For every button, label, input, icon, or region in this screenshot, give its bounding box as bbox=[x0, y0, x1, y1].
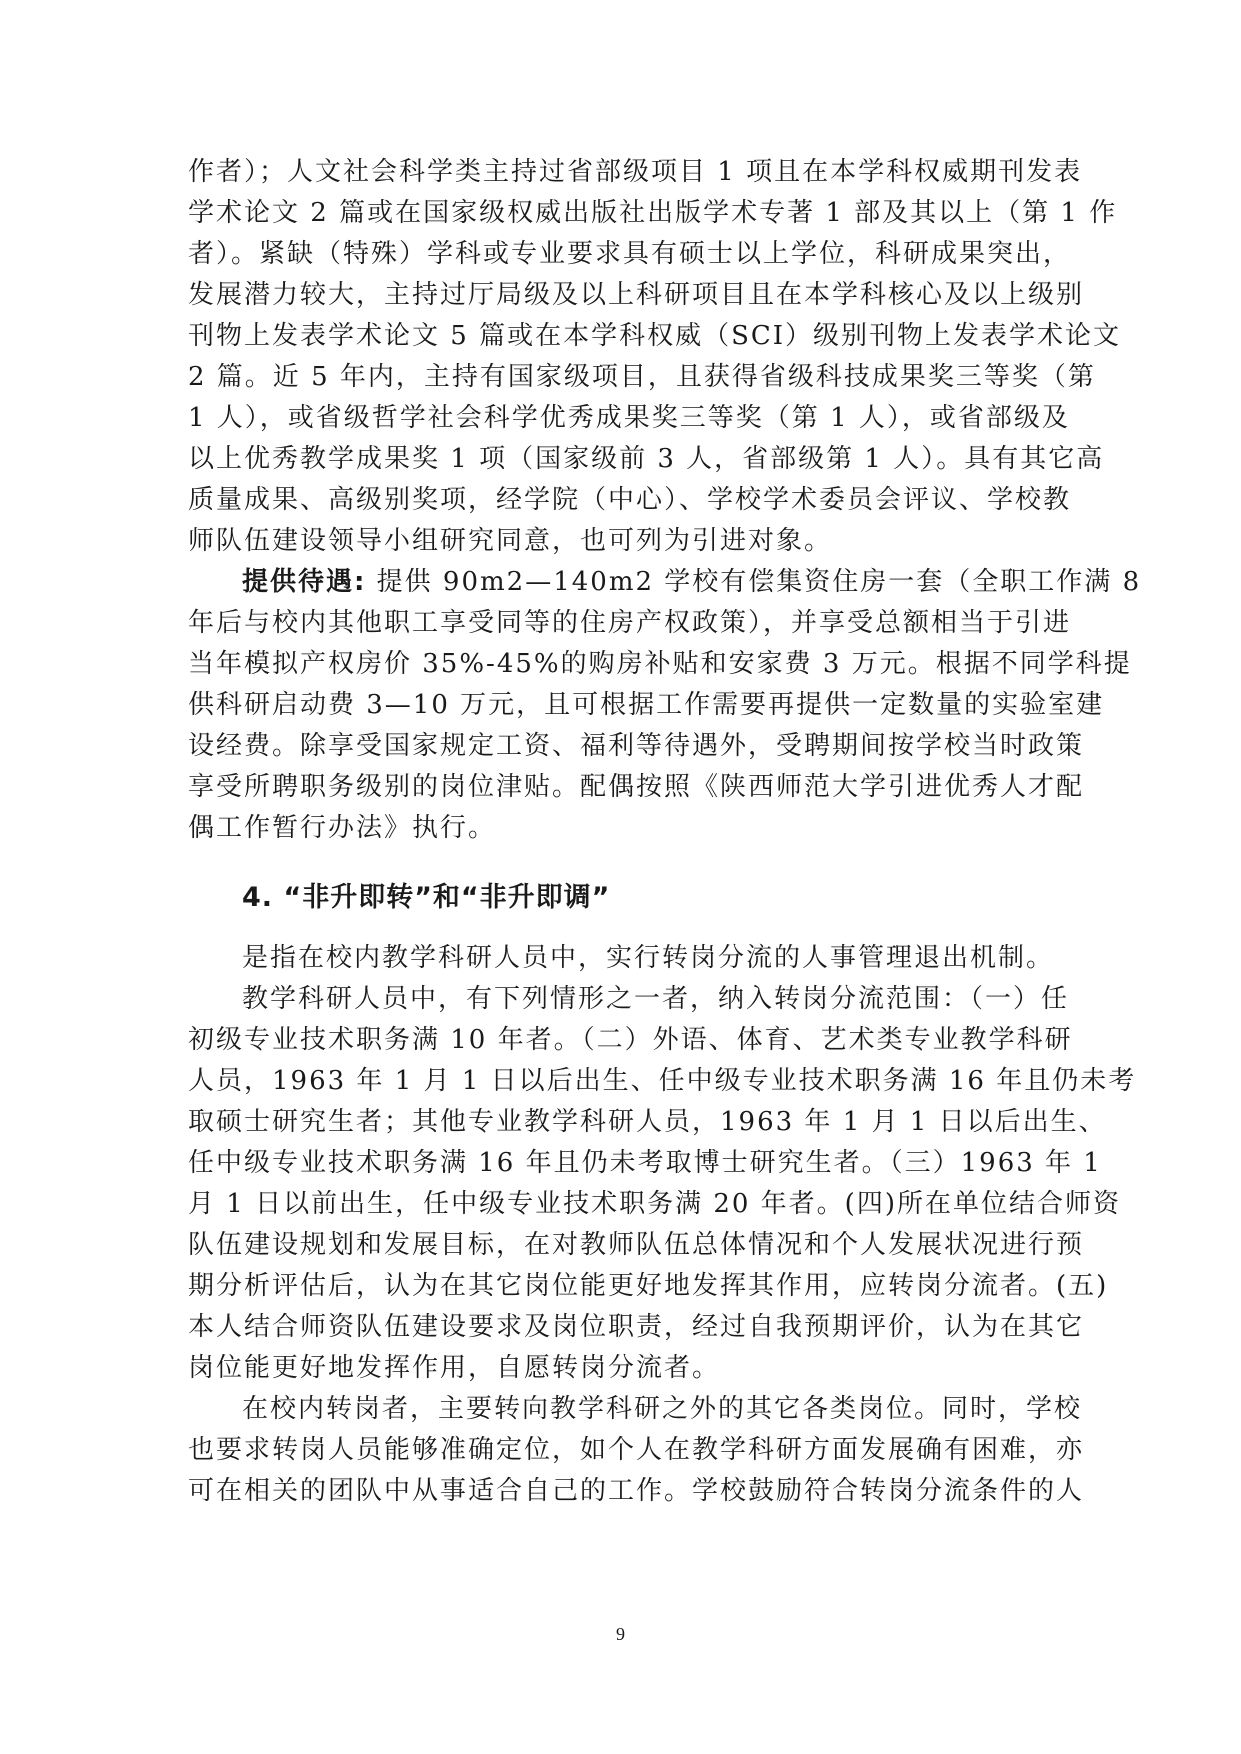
text-line: 者）。紧缺（特殊）学科或专业要求具有硕士以上学位，科研成果突出， bbox=[188, 239, 1072, 269]
text-line: 队伍建设规划和发展目标，在对教师队伍总体情况和个人发展状况进行预 bbox=[188, 1230, 1085, 1260]
paragraph-definition bbox=[188, 938, 1054, 979]
text-line: 质量成果、高级别奖项，经学院（中心）、学校学术委员会评议、学校教 bbox=[188, 485, 1072, 515]
text-line: 师队伍建设领导小组研究同意，也可列为引进对象。 bbox=[188, 526, 833, 556]
text-line: 刊物上发表学术论文 5 篇或在本学科权威（SCI）级别刊物上发表学术论文 bbox=[188, 321, 1122, 351]
text-line: 期分析评估后，认为在其它岗位能更好地发挥其作用，应转岗分流者。(五) bbox=[188, 1271, 1109, 1301]
text-line: 作者）；人文社会科学类主持过省部级项目 1 项且在本学科权威期刊发表 bbox=[188, 157, 1083, 187]
text-line: 是指在校内教学科研人员中，实行转岗分流的人事管理退出机制。 bbox=[242, 943, 1055, 973]
text-line bbox=[188, 562, 1142, 603]
text-line: 设经费。除享受国家规定工资、福利等待遇外，受聘期间按学校当时政策 bbox=[188, 731, 1085, 761]
text-line: 人员，1963 年 1 月 1 日以后出生、任中级专业技术职务满 16 年且仍未考 bbox=[188, 1066, 1137, 1096]
text-line: 可在相关的团队中从事适合自己的工作。学校鼓励符合转岗分流条件的人 bbox=[188, 1476, 1085, 1506]
benefits-label: 提供待遇: bbox=[242, 567, 367, 597]
paragraph-transfer bbox=[188, 1389, 1085, 1512]
text-line: 以上优秀教学成果奖 1 项（国家级前 3 人，省部级第 1 人）。具有其它高 bbox=[188, 444, 1105, 474]
benefits-first-line: 提供 90m2—140m2 学校有偿集资住房一套（全职工作满 8 bbox=[366, 567, 1142, 597]
text-line: 也要求转岗人员能够准确定位，如个人在教学科研方面发展确有困难，亦 bbox=[188, 1435, 1085, 1465]
text-line: 教学科研人员中，有下列情形之一者，纳入转岗分流范围：（一）任 bbox=[242, 984, 1070, 1014]
text-line: 2 篇。近 5 年内，主持有国家级项目，且获得省级科技成果奖三等奖（第 bbox=[188, 362, 1096, 392]
text-line: 在校内转岗者，主要转向教学科研之外的其它各类岗位。同时，学校 bbox=[242, 1394, 1083, 1424]
text-line: 偶工作暂行办法》执行。 bbox=[188, 813, 497, 843]
paragraph-eligibility bbox=[188, 152, 1122, 562]
page-number: 9 bbox=[616, 1624, 625, 1644]
text-line: 本人结合师资队伍建设要求及岗位职责，经过自我预期评价，认为在其它 bbox=[188, 1312, 1085, 1342]
section-heading: 4. “非升即转”和“非升即调” bbox=[242, 882, 611, 913]
text-line: 任中级专业技术职务满 16 年且仍未考取博士研究生者。（三）1963 年 1 bbox=[188, 1148, 1102, 1178]
text-line: 年后与校内其他职工享受同等的住房产权政策），并享受总额相当于引进 bbox=[188, 608, 1072, 638]
text-line: 供科研启动费 3—10 万元，且可根据工作需要再提供一定数量的实验室建 bbox=[188, 690, 1105, 720]
text-line: 初级专业技术职务满 10 年者。（二）外语、体育、艺术类专业教学科研 bbox=[188, 1025, 1073, 1055]
text-line: 当年模拟产权房价 35%-45%的购房补贴和安家费 3 万元。根据不同学科提 bbox=[188, 649, 1132, 679]
document-page bbox=[188, 152, 1142, 1512]
text-line: 发展潜力较大，主持过厅局级及以上科研项目且在本学科核心及以上级别 bbox=[188, 280, 1085, 310]
text-line: 1 人），或省级哲学社会科学优秀成果奖三等奖（第 1 人），或省部级及 bbox=[188, 403, 1070, 433]
text-line: 月 1 日以前出生，任中级专业技术职务满 20 年者。(四)所在单位结合师资 bbox=[188, 1189, 1121, 1219]
paragraph-benefits bbox=[188, 562, 1142, 849]
paragraph-scope bbox=[188, 979, 1137, 1389]
text-line: 取硕士研究生者；其他专业教学科研人员，1963 年 1 月 1 日以后出生、 bbox=[188, 1107, 1107, 1137]
text-line: 学术论文 2 篇或在国家级权威出版社出版学术专著 1 部及其以上（第 1 作 bbox=[188, 198, 1118, 228]
text-line: 享受所聘职务级别的岗位津贴。配偶按照《陕西师范大学引进优秀人才配 bbox=[188, 772, 1085, 802]
text-line: 岗位能更好地发挥作用，自愿转岗分流者。 bbox=[188, 1353, 721, 1383]
